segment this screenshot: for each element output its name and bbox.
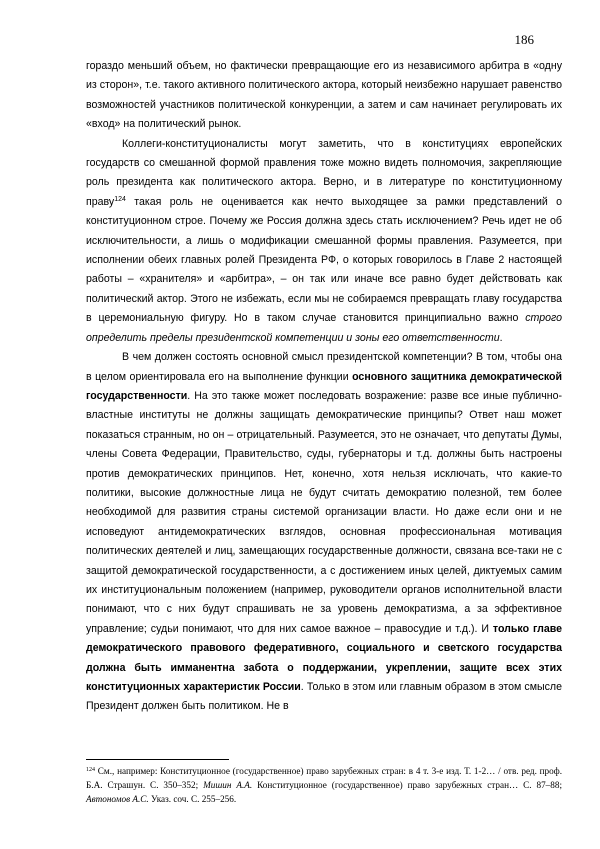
footnote-reference-124: 124 bbox=[114, 195, 126, 203]
paragraph-2-text-a: Коллеги-конституционалисты могут заметить, что в конституциях европейских государств со смешанной формой правления тоже можно видеть полномочия, закрепляющие роль президента как политического актора. Верно, и в литературе по конституционному праву bbox=[86, 137, 562, 208]
footnote-author-2: Автономов А.С. bbox=[86, 794, 149, 804]
footnote-number: 124 bbox=[86, 767, 95, 773]
paragraph-3-text-a: В чем должен состоять основной смысл президентской компетенции? В том, чтобы она в целом ориентировала его на выполнение функции bbox=[86, 351, 562, 383]
paragraph-2-end: . bbox=[499, 331, 503, 344]
paragraph-3-bold-emphasis-1: основного защитника демократической государственности bbox=[86, 370, 562, 402]
footnote-text-b: Конституционное (государственное) право зарубежных стран… С. 87–88; bbox=[252, 780, 563, 790]
paragraph-3 bbox=[86, 348, 562, 717]
paragraph-3-text-c: . Только в этом или главным образом в этом смысле Президент должен быть политиком. Не в bbox=[86, 681, 562, 713]
footnote-author-1: Мишин А.А. bbox=[203, 780, 253, 790]
paragraph-3-text-b: . На это также может последовать возражение: разве все иные публично-властные институты не должны защищать демократические принципы? Ответ наш может показаться странным, но он – отрицательный. Разумеется, это не означает, что депутаты Думы, члены Совета Федерации, Правительство, суды, губернаторы и т.д. должны быть настроены против демократических принципов. Нет, конечно, хотя нельзя исключать, что какие-то политики, высокие должностные лица не будут считать демократию полезной, тем более необходимой для развития страны системой организации власти. Но даже если они и не исповедуют антидемократических взглядов, основная профессиональная мотивация политических деятелей и лиц, замещающих государственные должности, связана все-таки не с защитой демократической государственности, а с достижением иных целей, диктуемых самим их институциональным положением (например, руководители органов исполнительной власти понимают, что с них будут спрашивать не за уровень демократизма, а за эффективное управление; судьи понимают, что для них самое важное – правосудие и т.д.). И bbox=[86, 389, 562, 635]
footnotes bbox=[86, 764, 562, 806]
paragraph-2 bbox=[86, 135, 562, 348]
footnote-text-c: Указ. соч. С. 255–256. bbox=[148, 794, 237, 804]
paragraph-2-italic-emphasis: строго определить пределы президентской компетенции и зоны его ответственности bbox=[86, 312, 562, 344]
paragraph-3-bold-emphasis-2: только главе демократического правового федеративного, социального и светского государства должна быть имманентна забота о поддержании, укреплении, защите всех этих конституционных характеристик России bbox=[86, 622, 562, 693]
page-number: 186 bbox=[514, 32, 534, 47]
main-text bbox=[86, 57, 562, 717]
footnote-text-a: См., например: Конституционное (государственное) право зарубежных стран: в 4 т. 3-е изд. Т. 1-2… / отв. ред. проф. Б.А. Страшун. С. 350–352; bbox=[86, 766, 562, 790]
paragraph-1: гораздо меньший объем, но фактически превращающие его из независимого арбитра в «одну из сторон», т.е. такого активного политического актора, который неизбежно нарушает равенство возможностей участников политической конкуренции, а затем и сам начинает регулировать их «вход» на политический рынок. bbox=[86, 60, 562, 131]
footnote-separator bbox=[86, 759, 229, 760]
footnote-124 bbox=[86, 764, 562, 806]
paragraph-2-text-b: такая роль не оценивается как нечто выходящее за рамки представлений о конституционном строе. Почему же Россия должна здесь стать исключением? Речь идет не об исключительности, а лишь о модификации смешанной формы правления. Разумеется, при исполнении обеих главных ролей Президента РФ, о которых говорилось в Главе 2 настоящей работы – «хранителя» и «арбитра», – он так или иначе все равно будет действовать как политический актор. Этого не избежать, если мы не собираемся превращать главу государства в церемониальную фигуру. Но в таком случае становится принципиально важно bbox=[86, 195, 562, 325]
